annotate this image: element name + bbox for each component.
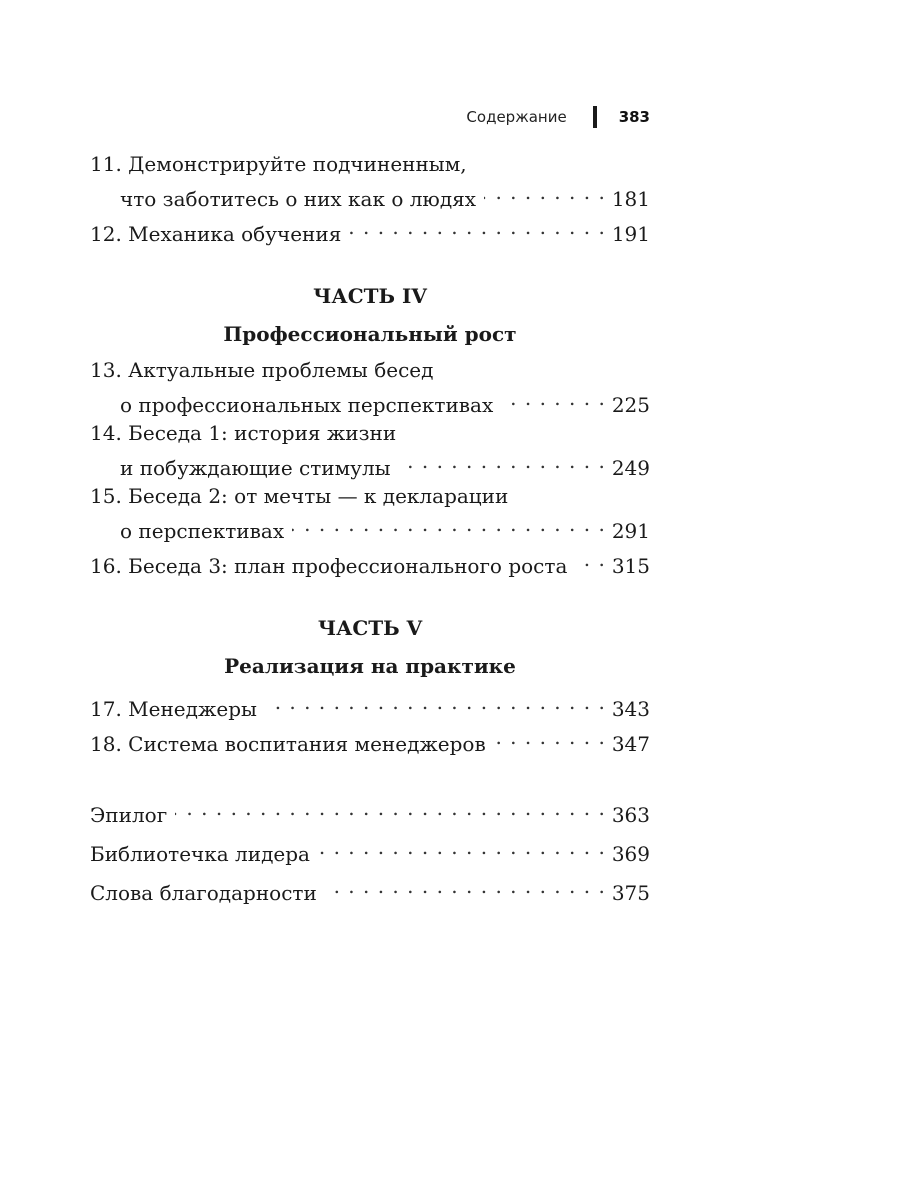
toc-entry-page: 363: [611, 803, 650, 827]
toc-entry-title-line: 14. Беседа 1: история жизни: [90, 421, 397, 445]
part-4-heading: ЧАСТЬ IV: [313, 284, 427, 308]
toc-entry-16[interactable]: [90, 545, 650, 580]
toc-entry-line: [90, 447, 650, 482]
dot-leader: [501, 384, 606, 412]
dot-leader: [484, 178, 606, 206]
toc-entry-page: 191: [611, 222, 650, 246]
toc-entry-page: 181: [611, 187, 650, 211]
dot-leader: [349, 213, 606, 241]
toc-entry-page: 343: [611, 697, 650, 721]
running-header-section: Содержание: [466, 108, 567, 126]
toc-entry-page: 249: [611, 456, 650, 480]
toc-entry-title-line: 16. Беседа 3: план профессионального роста: [90, 554, 568, 578]
running-header: [420, 104, 650, 130]
dot-leader: [175, 794, 606, 822]
toc-entry-title-line: 17. Менеджеры: [90, 697, 257, 721]
toc-entry-line: [90, 482, 650, 510]
toc-entry-line: [90, 178, 650, 213]
toc-entry-line: [90, 150, 650, 178]
part-5-title: Реализация на практике: [224, 654, 516, 678]
toc-entry-title-line: 15. Беседа 2: от мечты — к декларации: [90, 484, 509, 508]
toc-entry-line: [90, 723, 650, 758]
toc-entry-title-line: что заботитесь о них как о людях: [120, 187, 477, 211]
toc-entry-title-line: Слова благодарности: [90, 881, 317, 905]
toc-entry-line: [90, 213, 650, 248]
part-4-title: Профессиональный рост: [223, 322, 517, 346]
toc-entry-14[interactable]: [90, 419, 650, 482]
toc-entry-title-line: Эпилог: [90, 803, 168, 827]
toc-entry-page: 291: [611, 519, 650, 543]
toc-entry-title-line: о перспективах: [120, 519, 285, 543]
toc-entry-title-line: 11. Демонстрируйте подчиненным,: [90, 152, 467, 176]
toc-entry-page: 347: [611, 732, 650, 756]
part-5-heading: ЧАСТЬ V: [317, 616, 423, 640]
toc-entry-line: [90, 794, 650, 829]
toc-entry-line: [90, 872, 650, 907]
toc-entry-page: 225: [611, 393, 650, 417]
toc-entry-title-line: 12. Механика обучения: [90, 222, 342, 246]
toc-entry-line: [90, 356, 650, 384]
toc-entry-page: 369: [611, 842, 650, 866]
header-divider-bar: [593, 106, 597, 128]
toc-entry-line: [90, 688, 650, 723]
toc-entry-line: [90, 419, 650, 447]
page-number: 383: [618, 108, 650, 126]
dot-leader: [292, 510, 606, 538]
toc-entry-18[interactable]: [90, 723, 650, 758]
table-of-contents: [90, 150, 650, 907]
toc-entry-line: [90, 833, 650, 868]
dot-leader: [325, 872, 606, 900]
toc-entry-acknowledgements[interactable]: [90, 872, 650, 907]
dot-leader: [265, 688, 606, 716]
toc-entry-title-line: 13. Актуальные проблемы бесед: [90, 358, 434, 382]
toc-entry-title-line: 18. Система воспитания менеджеров: [90, 732, 486, 756]
toc-entry-page: 315: [611, 554, 650, 578]
toc-entry-line: [90, 545, 650, 580]
toc-entry-17[interactable]: [90, 688, 650, 723]
dot-leader: [399, 447, 606, 475]
toc-entry-13[interactable]: [90, 356, 650, 419]
toc-entry-15[interactable]: [90, 482, 650, 545]
toc-entry-title-line: Библиотечка лидера: [90, 842, 310, 866]
dot-leader: [575, 545, 605, 573]
toc-entry-epilogue[interactable]: [90, 794, 650, 829]
toc-entry-12[interactable]: [90, 213, 650, 248]
toc-entry-title-line: о профессиональных перспективах: [120, 393, 494, 417]
toc-entry-line: [90, 384, 650, 419]
dot-leader: [494, 723, 606, 751]
toc-entry-library[interactable]: [90, 833, 650, 868]
toc-entry-line: [90, 510, 650, 545]
toc-entry-title-line: и побуждающие стимулы: [120, 456, 391, 480]
toc-entry-page: 375: [611, 881, 650, 905]
toc-entry-11[interactable]: [90, 150, 650, 213]
dot-leader: [318, 833, 606, 861]
